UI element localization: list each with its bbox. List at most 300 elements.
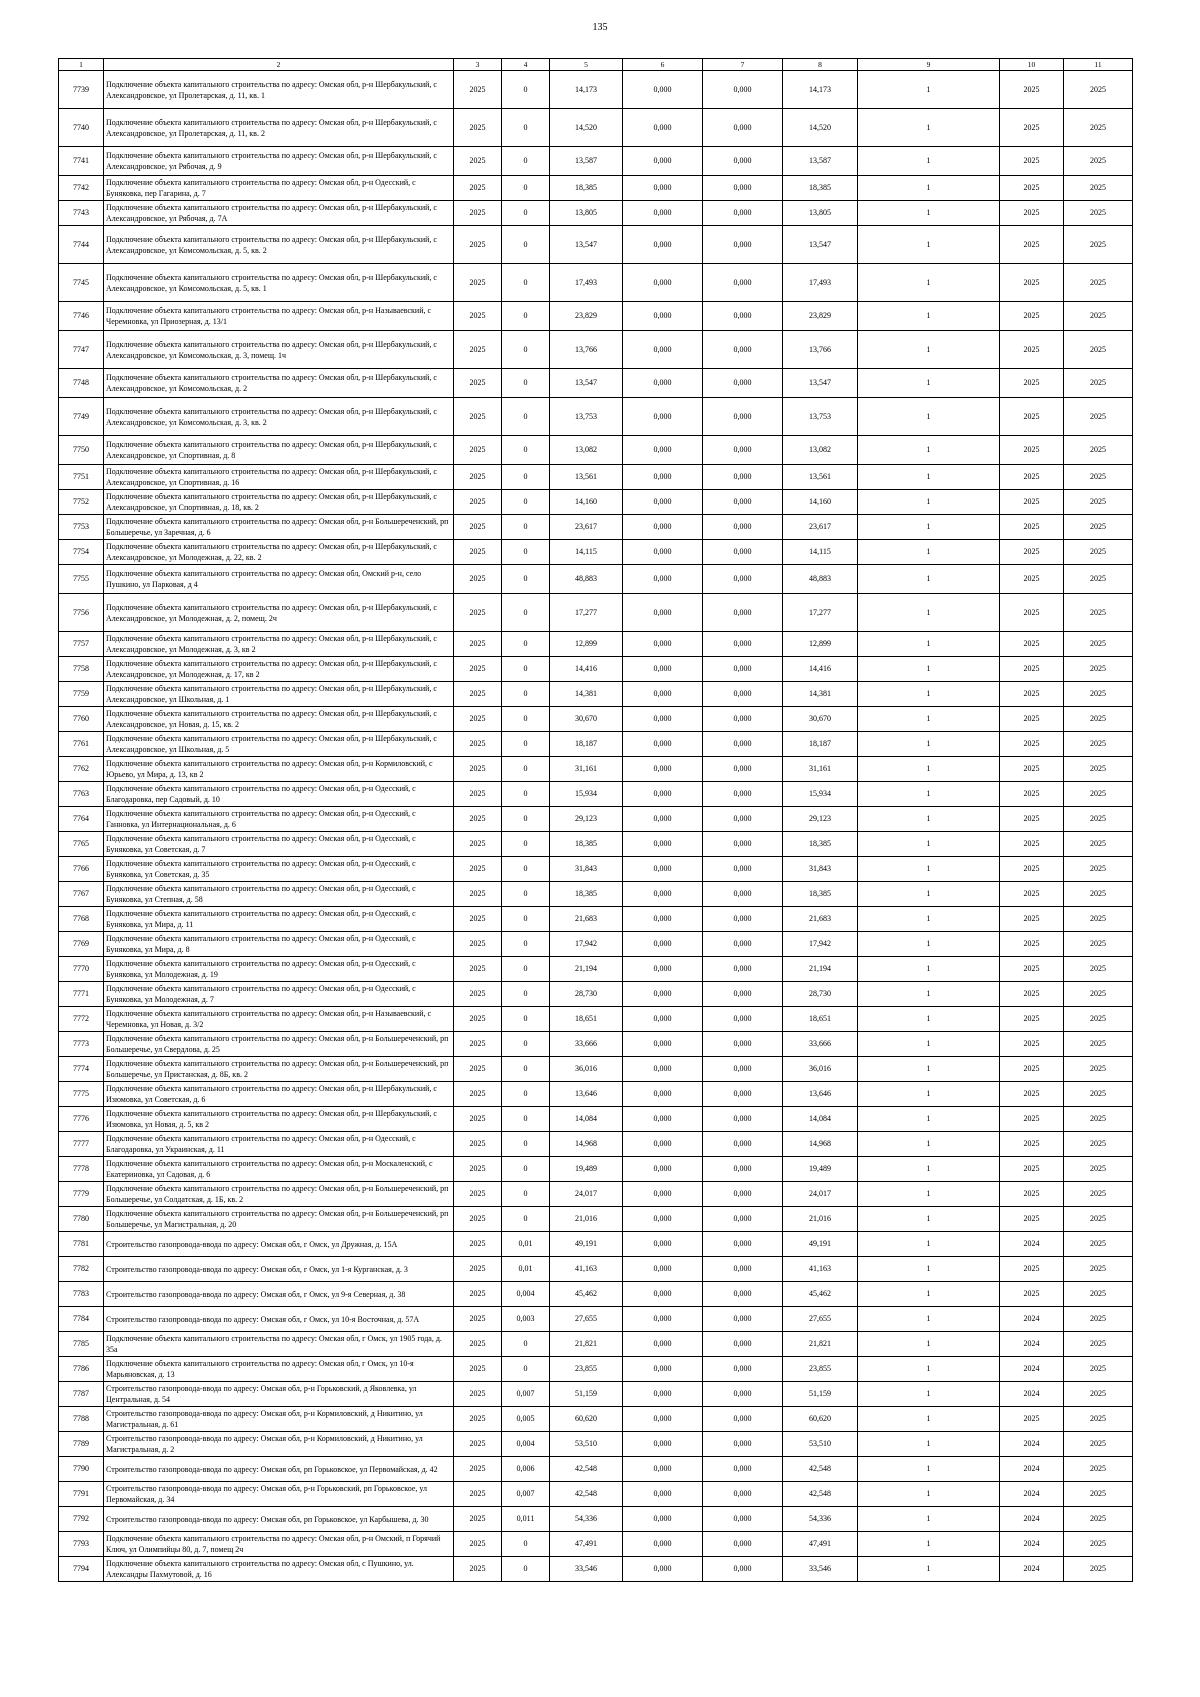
value-cell: 0 <box>502 490 550 515</box>
value-cell: 2025 <box>454 1257 502 1282</box>
header-cell: 9 <box>858 59 1000 71</box>
value-cell: 1 <box>858 594 1000 632</box>
table-row <box>59 1457 1133 1482</box>
description-cell: Подключение объекта капитального строительства по адресу: Омская обл, р-н Шербакульский, с Александровское, ул Комсомольская, д. 2 <box>104 369 454 398</box>
value-cell: 13,547 <box>550 226 623 264</box>
value-cell: 2024 <box>1000 1507 1064 1532</box>
row-number-cell: 7789 <box>59 1432 104 1457</box>
value-cell: 51,159 <box>550 1382 623 1407</box>
value-cell: 0,000 <box>623 1507 703 1532</box>
value-cell: 42,548 <box>550 1457 623 1482</box>
value-cell: 2025 <box>454 1232 502 1257</box>
value-cell: 0,000 <box>623 1332 703 1357</box>
value-cell: 0,000 <box>703 857 783 882</box>
value-cell: 2025 <box>454 707 502 732</box>
value-cell: 0 <box>502 1032 550 1057</box>
value-cell: 1 <box>858 1332 1000 1357</box>
row-number-cell: 7741 <box>59 147 104 176</box>
description-cell: Подключение объекта капитального строительства по адресу: Омская обл, г Омск, ул 10-я Марьяновская, д. 13 <box>104 1357 454 1382</box>
table-row <box>59 398 1133 436</box>
table-row <box>59 907 1133 932</box>
value-cell: 0 <box>502 515 550 540</box>
value-cell: 2025 <box>454 565 502 594</box>
value-cell: 0,000 <box>623 757 703 782</box>
value-cell: 45,462 <box>550 1282 623 1307</box>
value-cell: 13,082 <box>783 436 858 465</box>
row-number-cell: 7775 <box>59 1082 104 1107</box>
value-cell: 2025 <box>454 1557 502 1582</box>
table-row <box>59 465 1133 490</box>
header-row <box>59 59 1133 71</box>
value-cell: 0 <box>502 436 550 465</box>
table-row <box>59 957 1133 982</box>
value-cell: 1 <box>858 682 1000 707</box>
value-cell: 13,766 <box>783 331 858 369</box>
value-cell: 2025 <box>1000 398 1064 436</box>
description-cell: Подключение объекта капитального строительства по адресу: Омская обл, р-н Называевский, с Черемновка, ул Новая, д. 3/2 <box>104 1007 454 1032</box>
table-row <box>59 1032 1133 1057</box>
value-cell: 31,161 <box>550 757 623 782</box>
table-row <box>59 1182 1133 1207</box>
description-cell: Подключение объекта капитального строительства по адресу: Омская обл, р-н Москаленский, с Екатериновка, ул Садовая, д. 6 <box>104 1157 454 1182</box>
row-number-cell: 7788 <box>59 1407 104 1432</box>
value-cell: 2025 <box>1000 957 1064 982</box>
value-cell: 30,670 <box>550 707 623 732</box>
value-cell: 13,547 <box>550 369 623 398</box>
value-cell: 1 <box>858 515 1000 540</box>
table-row <box>59 1357 1133 1382</box>
value-cell: 0,000 <box>623 490 703 515</box>
header-cell: 11 <box>1064 59 1133 71</box>
value-cell: 2025 <box>1064 957 1133 982</box>
value-cell: 0,000 <box>703 147 783 176</box>
value-cell: 2025 <box>454 857 502 882</box>
value-cell: 0,000 <box>623 657 703 682</box>
value-cell: 0,000 <box>623 1232 703 1257</box>
value-cell: 0,000 <box>703 1282 783 1307</box>
value-cell: 2025 <box>454 1282 502 1307</box>
value-cell: 21,683 <box>550 907 623 932</box>
value-cell: 45,462 <box>783 1282 858 1307</box>
table-row <box>59 832 1133 857</box>
value-cell: 1 <box>858 465 1000 490</box>
value-cell: 0 <box>502 264 550 302</box>
value-cell: 21,821 <box>550 1332 623 1357</box>
value-cell: 1 <box>858 331 1000 369</box>
row-number-cell: 7750 <box>59 436 104 465</box>
value-cell: 2024 <box>1000 1532 1064 1557</box>
table-row <box>59 540 1133 565</box>
value-cell: 23,855 <box>550 1357 623 1382</box>
value-cell: 1 <box>858 1107 1000 1132</box>
value-cell: 1 <box>858 857 1000 882</box>
value-cell: 36,016 <box>550 1057 623 1082</box>
row-number-cell: 7763 <box>59 782 104 807</box>
value-cell: 2025 <box>454 1032 502 1057</box>
value-cell: 17,942 <box>783 932 858 957</box>
description-cell: Строительство газопровода-ввода по адресу: Омская обл, р-н Горьковский, рп Горьковское, ул Первомайская, д. 34 <box>104 1482 454 1507</box>
value-cell: 2025 <box>1000 1157 1064 1182</box>
value-cell: 2025 <box>1000 331 1064 369</box>
description-cell: Подключение объекта капитального строительства по адресу: Омская обл, р-н Омский, п Горячий Ключ, ул Олимпийцы 80, д. 7, помещ 2ч <box>104 1532 454 1557</box>
value-cell: 0,000 <box>623 436 703 465</box>
value-cell: 12,899 <box>550 632 623 657</box>
value-cell: 2025 <box>454 907 502 932</box>
value-cell: 2025 <box>1064 632 1133 657</box>
description-cell: Подключение объекта капитального строительства по адресу: Омская обл, р-н Большереченский, рп Большеречье, ул Солдатская, д. 1Б, кв. 2 <box>104 1182 454 1207</box>
table-row <box>59 807 1133 832</box>
row-number-cell: 7765 <box>59 832 104 857</box>
value-cell: 0,004 <box>502 1432 550 1457</box>
value-cell: 0,000 <box>703 264 783 302</box>
value-cell: 2025 <box>1000 1082 1064 1107</box>
value-cell: 2025 <box>454 1307 502 1332</box>
value-cell: 51,159 <box>783 1382 858 1407</box>
value-cell: 0,000 <box>703 1357 783 1382</box>
description-cell: Строительство газопровода-ввода по адресу: Омская обл, г Омск, ул 10-я Восточная, д. 57А <box>104 1307 454 1332</box>
value-cell: 0,000 <box>623 226 703 264</box>
value-cell: 24,017 <box>783 1182 858 1207</box>
value-cell: 23,829 <box>550 302 623 331</box>
row-number-cell: 7743 <box>59 201 104 226</box>
value-cell: 14,173 <box>550 71 623 109</box>
value-cell: 0,000 <box>703 1232 783 1257</box>
value-cell: 2025 <box>454 1357 502 1382</box>
value-cell: 17,277 <box>783 594 858 632</box>
value-cell: 0,000 <box>703 176 783 201</box>
value-cell: 1 <box>858 1032 1000 1057</box>
table-row <box>59 1257 1133 1282</box>
value-cell: 2025 <box>1064 1182 1133 1207</box>
value-cell: 0 <box>502 732 550 757</box>
row-number-cell: 7769 <box>59 932 104 957</box>
value-cell: 2025 <box>1064 657 1133 682</box>
table-row <box>59 1282 1133 1307</box>
value-cell: 0,000 <box>623 1107 703 1132</box>
value-cell: 1 <box>858 1382 1000 1407</box>
value-cell: 0,000 <box>703 302 783 331</box>
row-number-cell: 7778 <box>59 1157 104 1182</box>
value-cell: 31,843 <box>550 857 623 882</box>
row-number-cell: 7783 <box>59 1282 104 1307</box>
table-row <box>59 782 1133 807</box>
row-number-cell: 7772 <box>59 1007 104 1032</box>
value-cell: 2025 <box>1064 807 1133 832</box>
value-cell: 48,883 <box>550 565 623 594</box>
header-cell: 6 <box>623 59 703 71</box>
value-cell: 2025 <box>1064 369 1133 398</box>
value-cell: 2025 <box>1064 436 1133 465</box>
value-cell: 13,766 <box>550 331 623 369</box>
table-row <box>59 682 1133 707</box>
value-cell: 0,000 <box>623 515 703 540</box>
value-cell: 13,561 <box>550 465 623 490</box>
table-row <box>59 1307 1133 1332</box>
value-cell: 15,934 <box>783 782 858 807</box>
value-cell: 2025 <box>1064 147 1133 176</box>
description-cell: Подключение объекта капитального строительства по адресу: Омская обл, Омский р-н, село Пушкино, ул Парковая, д 4 <box>104 565 454 594</box>
description-cell: Подключение объекта капитального строительства по адресу: Омская обл, г Омск, ул 1905 года, д. 35а <box>104 1332 454 1357</box>
row-number-cell: 7781 <box>59 1232 104 1257</box>
row-number-cell: 7774 <box>59 1057 104 1082</box>
value-cell: 18,385 <box>783 832 858 857</box>
value-cell: 18,385 <box>550 882 623 907</box>
value-cell: 0,000 <box>623 1432 703 1457</box>
value-cell: 1 <box>858 757 1000 782</box>
value-cell: 0,005 <box>502 1407 550 1432</box>
value-cell: 0,000 <box>703 1557 783 1582</box>
value-cell: 1 <box>858 565 1000 594</box>
row-number-cell: 7754 <box>59 540 104 565</box>
value-cell: 27,655 <box>550 1307 623 1332</box>
value-cell: 2025 <box>1064 1282 1133 1307</box>
row-number-cell: 7782 <box>59 1257 104 1282</box>
row-number-cell: 7745 <box>59 264 104 302</box>
value-cell: 18,385 <box>783 176 858 201</box>
table-row <box>59 515 1133 540</box>
value-cell: 2025 <box>1000 594 1064 632</box>
value-cell: 21,194 <box>550 957 623 982</box>
value-cell: 60,620 <box>550 1407 623 1432</box>
value-cell: 2025 <box>1064 465 1133 490</box>
value-cell: 0 <box>502 807 550 832</box>
value-cell: 1 <box>858 1457 1000 1482</box>
value-cell: 2025 <box>1000 465 1064 490</box>
value-cell: 1 <box>858 932 1000 957</box>
table-row <box>59 176 1133 201</box>
table-row <box>59 1557 1133 1582</box>
value-cell: 2025 <box>1000 1257 1064 1282</box>
value-cell: 1 <box>858 176 1000 201</box>
value-cell: 0 <box>502 331 550 369</box>
value-cell: 41,163 <box>550 1257 623 1282</box>
value-cell: 2025 <box>1000 757 1064 782</box>
value-cell: 2025 <box>1064 707 1133 732</box>
value-cell: 14,520 <box>783 109 858 147</box>
value-cell: 0,000 <box>623 1282 703 1307</box>
value-cell: 2025 <box>1000 632 1064 657</box>
row-number-cell: 7744 <box>59 226 104 264</box>
row-number-cell: 7784 <box>59 1307 104 1332</box>
value-cell: 2025 <box>1064 1332 1133 1357</box>
value-cell: 2025 <box>454 1457 502 1482</box>
value-cell: 0,000 <box>703 398 783 436</box>
value-cell: 0,000 <box>623 1132 703 1157</box>
description-cell: Строительство газопровода-ввода по адресу: Омская обл, р-н Горьковский, д Яковлевка, ул Центральная, д. 54 <box>104 1382 454 1407</box>
value-cell: 0 <box>502 147 550 176</box>
value-cell: 2025 <box>1064 682 1133 707</box>
value-cell: 0,000 <box>623 1182 703 1207</box>
value-cell: 28,730 <box>783 982 858 1007</box>
value-cell: 2025 <box>1064 302 1133 331</box>
value-cell: 53,510 <box>783 1432 858 1457</box>
value-cell: 2025 <box>454 594 502 632</box>
row-number-cell: 7746 <box>59 302 104 331</box>
value-cell: 0,000 <box>703 632 783 657</box>
value-cell: 0 <box>502 632 550 657</box>
value-cell: 2025 <box>454 1332 502 1357</box>
value-cell: 15,934 <box>550 782 623 807</box>
data-table <box>58 58 1133 1582</box>
value-cell: 14,968 <box>783 1132 858 1157</box>
value-cell: 13,587 <box>783 147 858 176</box>
table-row <box>59 757 1133 782</box>
value-cell: 0,000 <box>623 302 703 331</box>
value-cell: 18,651 <box>550 1007 623 1032</box>
value-cell: 0 <box>502 71 550 109</box>
value-cell: 13,646 <box>783 1082 858 1107</box>
table-row <box>59 1382 1133 1407</box>
description-cell: Подключение объекта капитального строительства по адресу: Омская обл, р-н Шербакульский, с Александровское, ул Молодежная, д. 17, кв 2 <box>104 657 454 682</box>
value-cell: 2025 <box>1000 1057 1064 1082</box>
value-cell: 2024 <box>1000 1357 1064 1382</box>
description-cell: Строительство газопровода-ввода по адресу: Омская обл, рп Горьковское, ул Первомайская, д. 42 <box>104 1457 454 1482</box>
value-cell: 17,277 <box>550 594 623 632</box>
row-number-cell: 7739 <box>59 71 104 109</box>
value-cell: 2025 <box>1064 490 1133 515</box>
description-cell: Подключение объекта капитального строительства по адресу: Омская обл, р-н Большереченский, рп Большеречье, ул Магистральная, д. 20 <box>104 1207 454 1232</box>
value-cell: 2025 <box>454 632 502 657</box>
value-cell: 13,561 <box>783 465 858 490</box>
value-cell: 17,942 <box>550 932 623 957</box>
value-cell: 2025 <box>454 147 502 176</box>
value-cell: 47,491 <box>550 1532 623 1557</box>
value-cell: 2025 <box>1000 907 1064 932</box>
value-cell: 29,123 <box>783 807 858 832</box>
value-cell: 13,753 <box>550 398 623 436</box>
value-cell: 2025 <box>454 757 502 782</box>
value-cell: 2025 <box>454 490 502 515</box>
value-cell: 0 <box>502 1107 550 1132</box>
description-cell: Подключение объекта капитального строительства по адресу: Омская обл, р-н Одесский, с Ганновка, ул Интернациональная, д. 6 <box>104 807 454 832</box>
value-cell: 2025 <box>1064 1057 1133 1082</box>
table-row <box>59 1407 1133 1432</box>
value-cell: 33,546 <box>550 1557 623 1582</box>
value-cell: 14,160 <box>783 490 858 515</box>
table-row <box>59 882 1133 907</box>
table-row <box>59 226 1133 264</box>
value-cell: 2025 <box>1064 1457 1133 1482</box>
value-cell: 1 <box>858 782 1000 807</box>
value-cell: 29,123 <box>550 807 623 832</box>
table-row <box>59 1082 1133 1107</box>
table-row <box>59 982 1133 1007</box>
value-cell: 2025 <box>1064 201 1133 226</box>
value-cell: 2025 <box>454 109 502 147</box>
value-cell: 0 <box>502 540 550 565</box>
value-cell: 2025 <box>1000 807 1064 832</box>
description-cell: Подключение объекта капитального строительства по адресу: Омская обл, р-н Большереченский, рп Большеречье, ул Пристанская, д. 8Б, кв. 2 <box>104 1057 454 1082</box>
value-cell: 0,000 <box>703 982 783 1007</box>
value-cell: 0,000 <box>623 465 703 490</box>
value-cell: 2025 <box>1000 109 1064 147</box>
value-cell: 2025 <box>1064 757 1133 782</box>
value-cell: 13,646 <box>550 1082 623 1107</box>
table-row <box>59 1432 1133 1457</box>
value-cell: 0,000 <box>623 1207 703 1232</box>
value-cell: 0,01 <box>502 1232 550 1257</box>
value-cell: 1 <box>858 1307 1000 1332</box>
value-cell: 36,016 <box>783 1057 858 1082</box>
value-cell: 0,000 <box>703 465 783 490</box>
description-cell: Строительство газопровода-ввода по адресу: Омская обл, г Омск, ул 1-я Курганская, д. 3 <box>104 1257 454 1282</box>
value-cell: 0,000 <box>623 71 703 109</box>
description-cell: Подключение объекта капитального строительства по адресу: Омская обл, р-н Одесский, с Буняковка, пер Гагарина, д. 7 <box>104 176 454 201</box>
value-cell: 1 <box>858 632 1000 657</box>
description-cell: Подключение объекта капитального строительства по адресу: Омская обл, р-н Шербакульский, с Александровское, ул Пролетарская, д. 11, кв. 2 <box>104 109 454 147</box>
value-cell: 2025 <box>454 540 502 565</box>
value-cell: 0,000 <box>623 1557 703 1582</box>
row-number-cell: 7777 <box>59 1132 104 1157</box>
value-cell: 2025 <box>1000 1182 1064 1207</box>
value-cell: 0,000 <box>703 1057 783 1082</box>
value-cell: 0,000 <box>703 1407 783 1432</box>
table-row <box>59 657 1133 682</box>
value-cell: 12,899 <box>783 632 858 657</box>
value-cell: 0,011 <box>502 1507 550 1532</box>
value-cell: 0,000 <box>623 832 703 857</box>
value-cell: 33,666 <box>783 1032 858 1057</box>
value-cell: 0,000 <box>623 782 703 807</box>
description-cell: Подключение объекта капитального строительства по адресу: Омская обл, р-н Шербакульский, с Александровское, ул Спортивная, д. 16 <box>104 465 454 490</box>
value-cell: 2025 <box>1000 147 1064 176</box>
value-cell: 1 <box>858 490 1000 515</box>
value-cell: 42,548 <box>783 1482 858 1507</box>
value-cell: 2025 <box>454 226 502 264</box>
row-number-cell: 7771 <box>59 982 104 1007</box>
value-cell: 0,000 <box>703 707 783 732</box>
table-row <box>59 1482 1133 1507</box>
value-cell: 1 <box>858 1007 1000 1032</box>
value-cell: 0,000 <box>703 732 783 757</box>
value-cell: 14,381 <box>783 682 858 707</box>
value-cell: 2025 <box>454 436 502 465</box>
description-cell: Подключение объекта капитального строительства по адресу: Омская обл, р-н Шербакульский, с Александровское, ул Школьная, д. 5 <box>104 732 454 757</box>
value-cell: 0,000 <box>703 682 783 707</box>
row-number-cell: 7757 <box>59 632 104 657</box>
value-cell: 0 <box>502 176 550 201</box>
table-row <box>59 1532 1133 1557</box>
header-cell: 10 <box>1000 59 1064 71</box>
description-cell: Подключение объекта капитального строительства по адресу: Омская обл, р-н Шербакульский, с Изюмовка, ул Советская, д. 6 <box>104 1082 454 1107</box>
value-cell: 53,510 <box>550 1432 623 1457</box>
value-cell: 0,000 <box>703 1457 783 1482</box>
description-cell: Подключение объекта капитального строительства по адресу: Омская обл, р-н Одесский, с Благодаровка, пер Садовый, д. 10 <box>104 782 454 807</box>
value-cell: 2025 <box>1064 832 1133 857</box>
value-cell: 23,829 <box>783 302 858 331</box>
value-cell: 30,670 <box>783 707 858 732</box>
description-cell: Подключение объекта капитального строительства по адресу: Омская обл, р-н Шербакульский, с Александровское, ул Комсомольская, д. 3, кв. 2 <box>104 398 454 436</box>
row-number-cell: 7762 <box>59 757 104 782</box>
value-cell: 54,336 <box>783 1507 858 1532</box>
table-row <box>59 1057 1133 1082</box>
value-cell: 1 <box>858 1232 1000 1257</box>
value-cell: 0 <box>502 398 550 436</box>
description-cell: Подключение объекта капитального строительства по адресу: Омская обл, р-н Шербакульский, с Александровское, ул Комсомольская, д. 5, кв. 2 <box>104 226 454 264</box>
value-cell: 13,805 <box>550 201 623 226</box>
value-cell: 0,000 <box>623 369 703 398</box>
value-cell: 0,006 <box>502 1457 550 1482</box>
description-cell: Подключение объекта капитального строительства по адресу: Омская обл, р-н Шербакульский, с Александровское, ул Спортивная, д. 18, кв. 2 <box>104 490 454 515</box>
value-cell: 2025 <box>454 957 502 982</box>
value-cell: 2025 <box>1000 782 1064 807</box>
value-cell: 2025 <box>1000 657 1064 682</box>
value-cell: 14,160 <box>550 490 623 515</box>
value-cell: 0 <box>502 201 550 226</box>
value-cell: 0,000 <box>703 369 783 398</box>
value-cell: 0,000 <box>703 882 783 907</box>
value-cell: 49,191 <box>783 1232 858 1257</box>
